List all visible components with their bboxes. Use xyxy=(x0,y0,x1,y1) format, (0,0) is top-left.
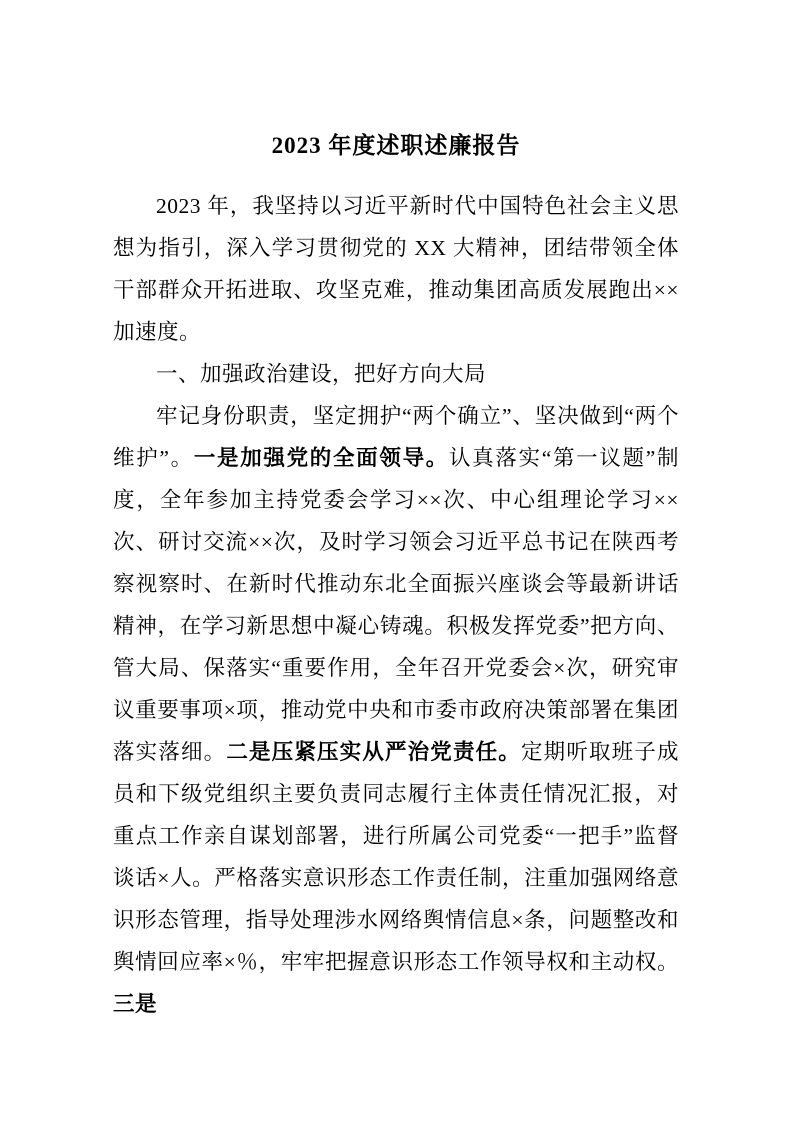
paragraph-section-1-body xyxy=(113,395,679,1025)
text-run: 牢记身份职责，坚定拥护“两个确立”、坚决做到“两个维护”。 xyxy=(113,404,679,470)
paragraph-intro: 2023 年，我坚持以习近平新时代中国特色社会主义思想为指引，深入学习贯彻党的 XX 大精神，团结带领全体干部群众开拓进取、攻坚克难，推动集团高质发展跑出××加速度。 xyxy=(113,194,679,344)
text-run-bold-lead-3: 三是 xyxy=(113,992,158,1016)
section-heading-1: 一、加强政治建设，把好方向大局 xyxy=(156,362,487,386)
text-run-bold-lead-1: 一是加强党的全面领导。 xyxy=(193,446,449,470)
text-run: 认真落实“第一议题”制度，全年参加主持党委会学习××次、中心组理论学习××次、研讨交流××次，及时学习领会习近平总书记在陕西考察视察时、在新时代推动东北全面振兴座谈会等最新讲话精神，在学习新思想中凝心铸魂。积极发挥党委”把方向、管大局、保落实“重要作用，全年召开党委会×次，研究审议重要事项×项，推动党中央和市委市政府决策部署在集团落实落细。 xyxy=(113,446,679,764)
text-run: 定期听取班子成员和下级党组织主要负责同志履行主体责任情况汇报，对重点工作亲自谋划部署，进行所属公司党委“一把手”监督谈话×人。严格落实意识形态工作责任制，注重加强网络意识形态管理，指导处理涉水网络舆情信息×条，问题整改和舆情回应率×％，牢牢把握意识形态工作领导权和主动权。 xyxy=(113,740,679,974)
text-run-bold-lead-2: 二是压紧压实从严治党责任。 xyxy=(226,740,521,764)
document-title: 2023 年度述职述廉报告 xyxy=(271,133,521,158)
document-content xyxy=(113,125,679,1025)
